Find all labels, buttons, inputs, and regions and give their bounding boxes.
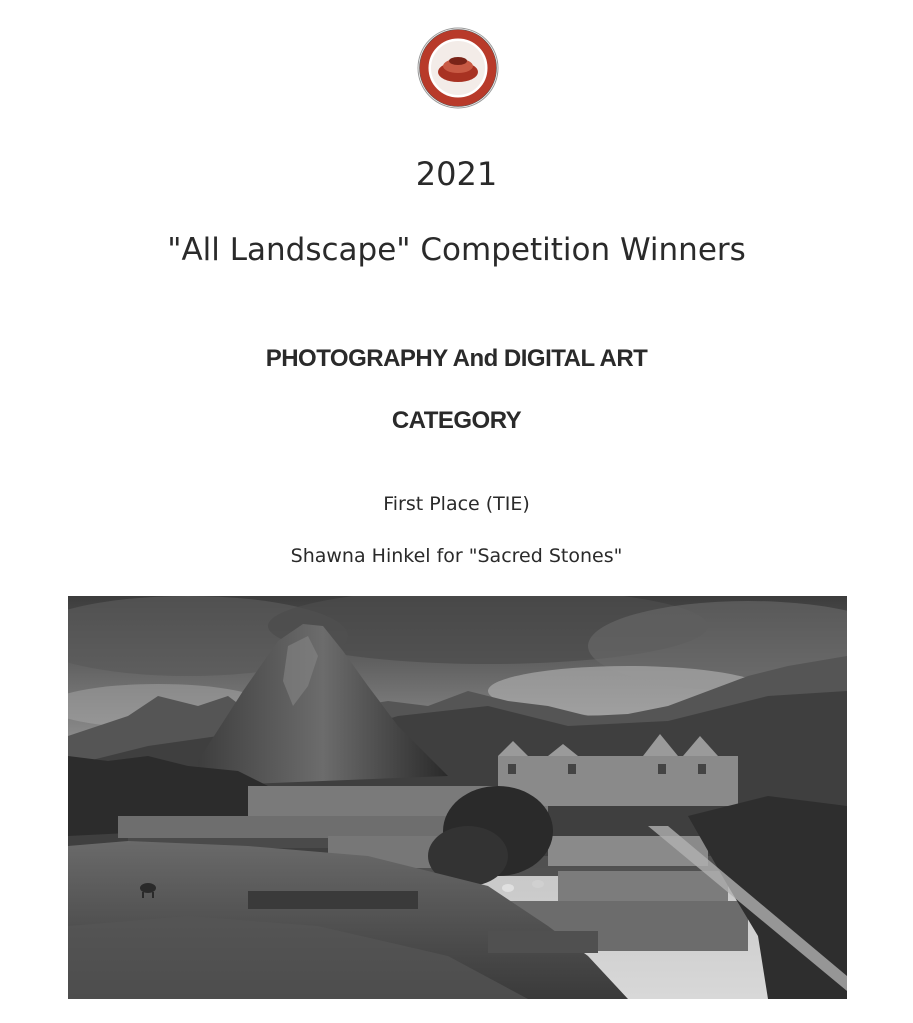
category-title: PHOTOGRAPHY And DIGITAL ART (265, 345, 648, 372)
winning-photograph (68, 596, 847, 999)
gallery-logo-icon (417, 27, 499, 109)
category-subtitle: CATEGORY (391, 407, 522, 434)
award-place: First Place (TIE) (383, 493, 530, 515)
award-winner: Shawna Hinkel for "Sacred Stones" (290, 545, 623, 567)
gallery-logo (417, 27, 499, 109)
competition-title: "All Landscape" Competition Winners (167, 232, 746, 268)
competition-year: 2021 (415, 155, 498, 193)
landscape-photo-image (68, 596, 847, 999)
